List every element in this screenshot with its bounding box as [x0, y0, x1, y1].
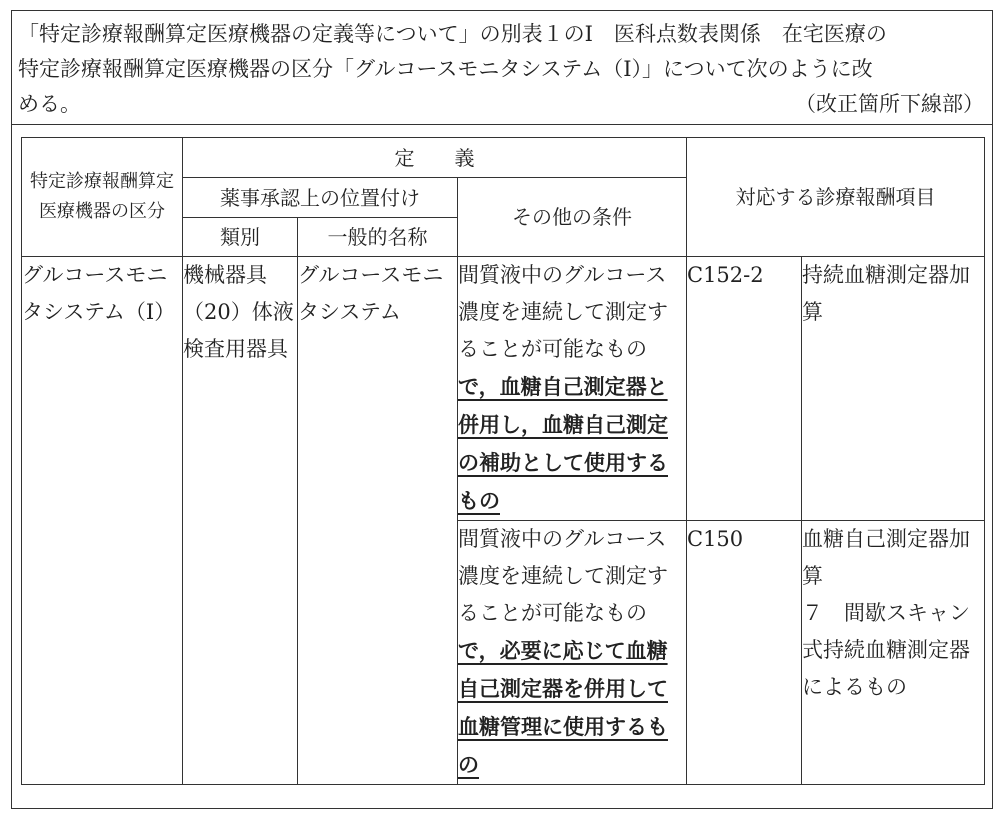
- billing-item-cell-2: [802, 521, 985, 785]
- intro-paragraph: [12, 11, 992, 125]
- intro-line-1: 「特定診療報酬算定医療機器の定義等について」の別表１のⅠ 医科点数表関係 在宅医療の: [18, 22, 887, 46]
- header-category: [22, 138, 183, 257]
- revision-note: （改正箇所下線部）: [795, 92, 984, 116]
- condition-cell-2: [458, 521, 687, 785]
- type-cell: 機械器具（20）体液検査用器具: [183, 257, 298, 785]
- header-other-conditions: その他の条件: [458, 178, 687, 257]
- condition-2-text: 間質液中のグルコース濃度を連続して測定することが可能なもの: [458, 527, 668, 625]
- definition-table: [21, 137, 985, 785]
- code-cell-2: C150: [687, 521, 802, 785]
- condition-cell-1: [458, 257, 687, 521]
- billing-item-2-line-2: ７ 間歇スキャン式持続血糖測定器によるもの: [802, 601, 970, 699]
- header-definition: 定 義: [183, 138, 687, 178]
- intro-line-3: [18, 87, 984, 122]
- table-row: [22, 257, 985, 521]
- header-row-1: [22, 138, 985, 178]
- code-cell-1: C152-2: [687, 257, 802, 521]
- billing-item-cell-1: 持続血糖測定器加算: [802, 257, 985, 521]
- condition-1-text: 間質液中のグルコース濃度を連続して測定することが可能なもの: [458, 263, 668, 361]
- condition-2-underlined-text: で，必要に応じて血糖自己測定器を併用して血糖管理に使用するもの: [458, 638, 668, 777]
- condition-1-underlined-text: で，血糖自己測定器と併用し，血糖自己測定の補助として使用するもの: [458, 374, 668, 513]
- header-type: 類別: [183, 218, 298, 257]
- header-category-line-1: 特定診療報酬算定: [30, 171, 174, 192]
- intro-line-3-text: める。: [18, 92, 81, 116]
- category-name-cell: グルコースモニタシステム（Ⅰ）: [22, 257, 183, 785]
- header-billing-item: 対応する診療報酬項目: [687, 138, 985, 257]
- intro-line-2: 特定診療報酬算定医療機器の区分「グルコースモニタシステム（Ⅰ）」について次のように改: [18, 57, 873, 81]
- header-general-name: 一般的名称: [298, 218, 458, 257]
- amendment-frame: [11, 10, 993, 809]
- general-name-cell: グルコースモニタシステム: [298, 257, 458, 785]
- header-category-line-2: 医療機器の区分: [39, 201, 165, 222]
- header-approval-position: 薬事承認上の位置付け: [183, 178, 458, 218]
- billing-item-2-line-1: 血糖自己測定器加算: [802, 527, 970, 588]
